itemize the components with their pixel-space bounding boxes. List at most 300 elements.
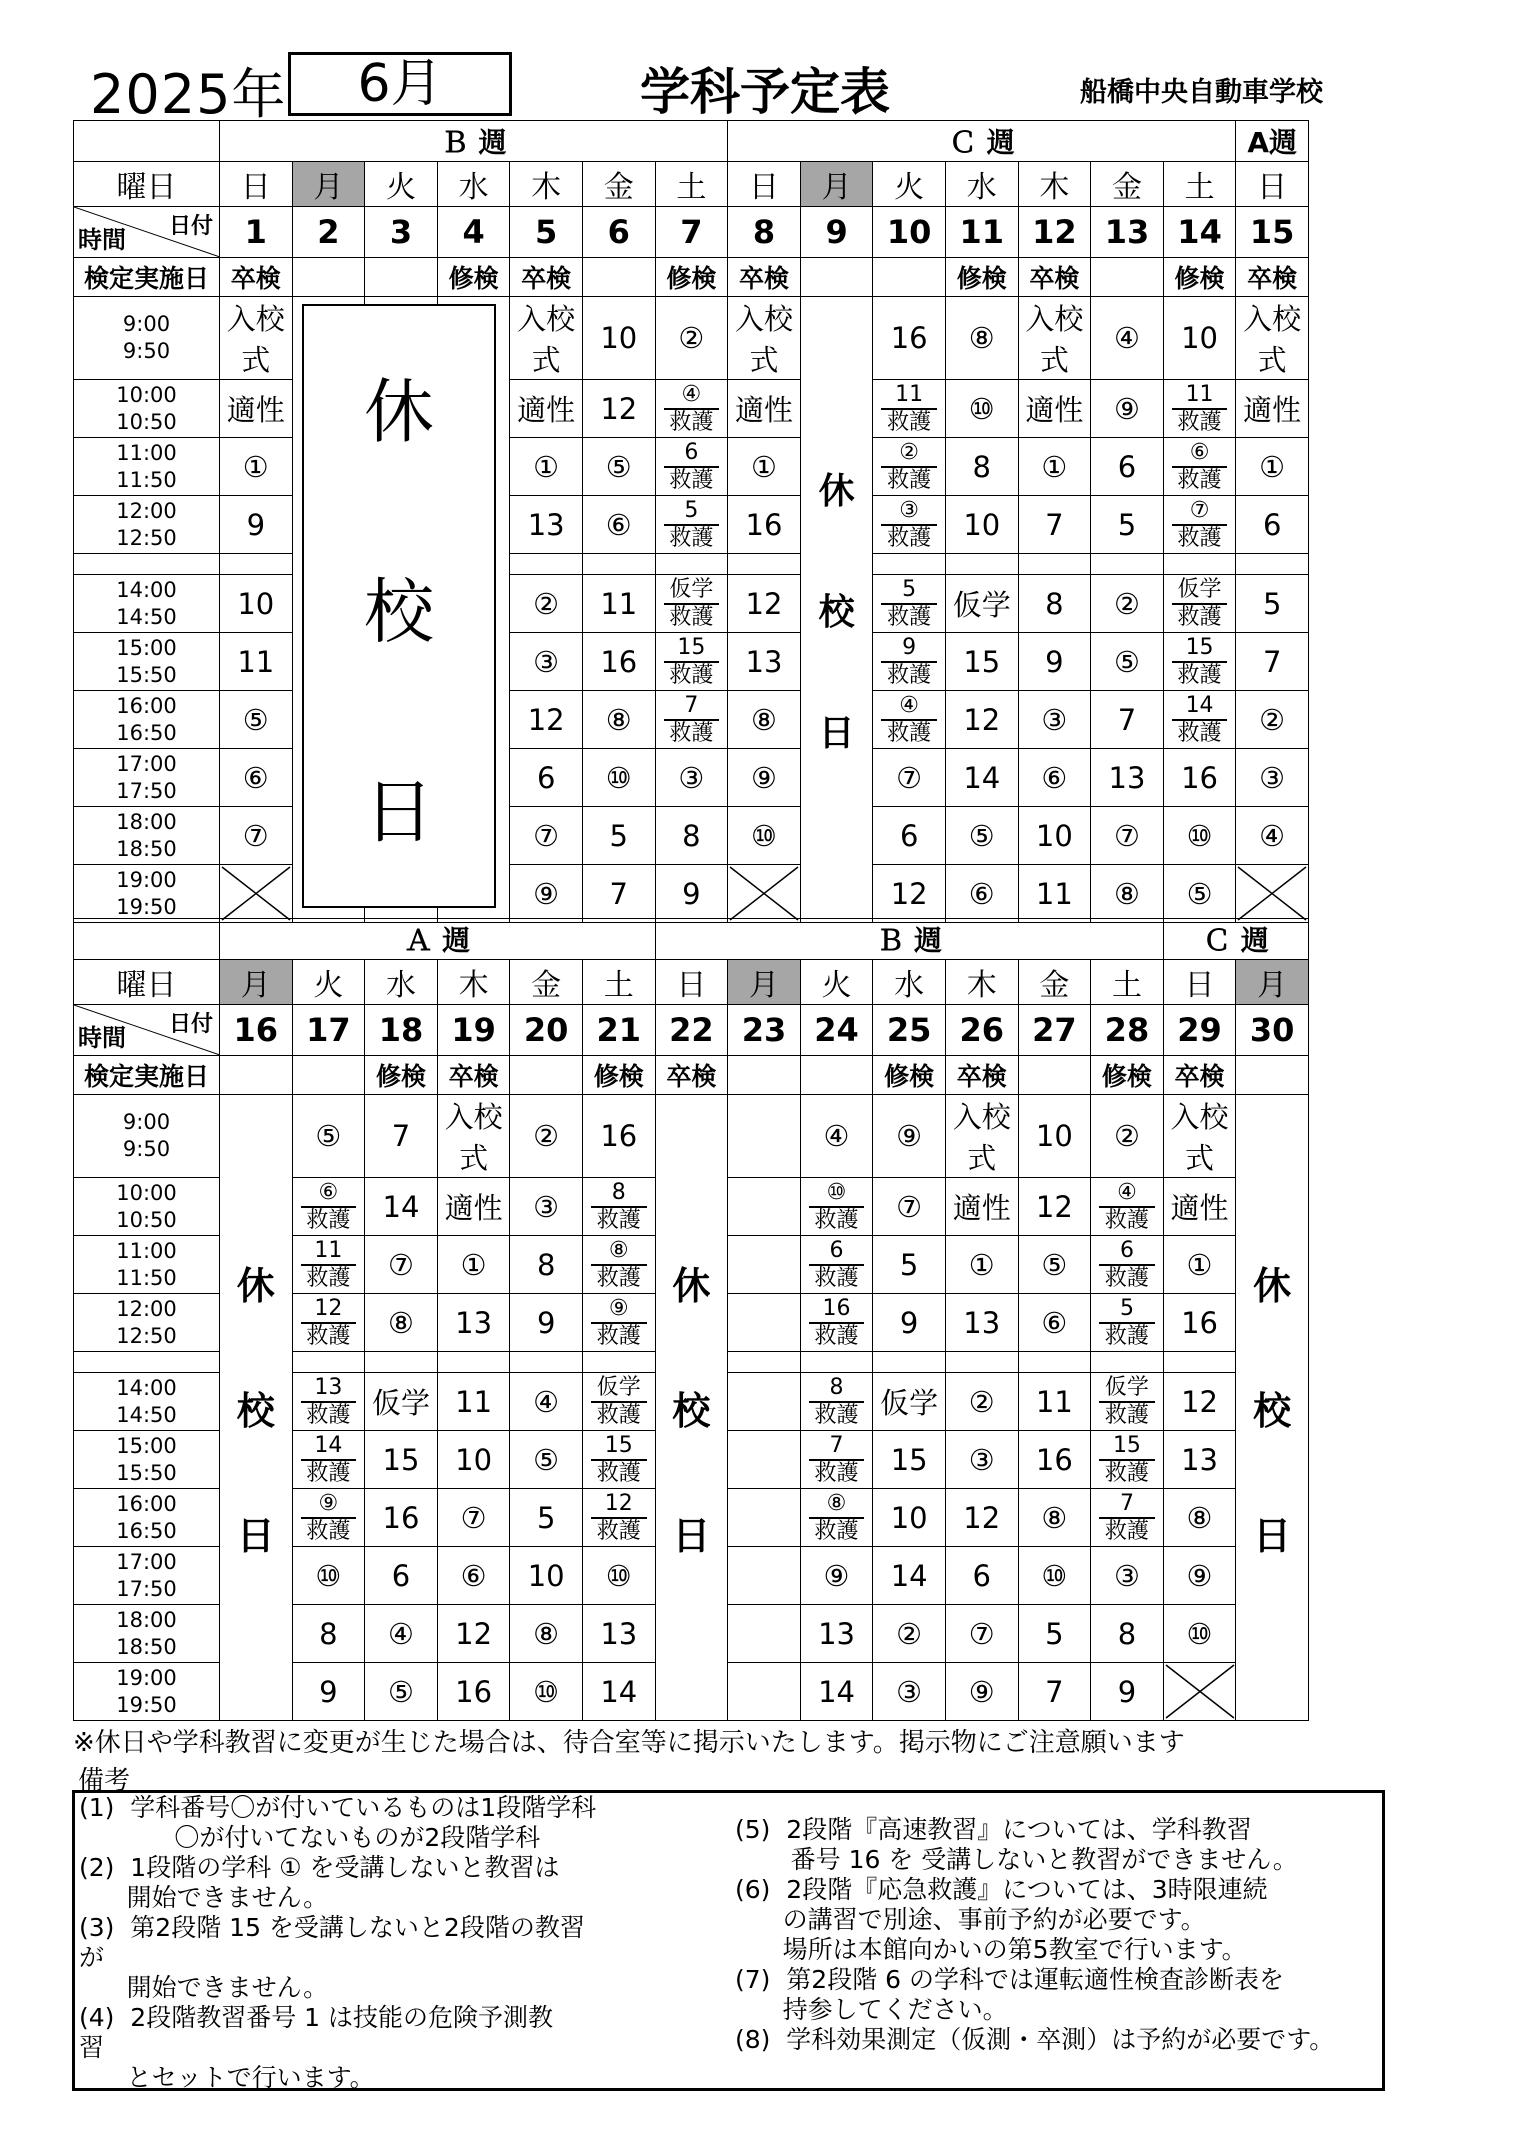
class-slot: ① [1018,438,1091,496]
class-slot [1163,380,1236,438]
no-class-cell [220,865,293,923]
class-slot: 12 [1163,1373,1236,1431]
class-slot [728,1178,801,1236]
class-slot: 9 [1091,1663,1164,1721]
date-number: 18 [365,1005,438,1056]
class-slot: ⑥ [945,865,1018,923]
class-slot [800,1236,873,1294]
no-class-cell [728,865,801,923]
date-number: 11 [945,207,1018,258]
class-slot [873,380,946,438]
date-number: 24 [800,1005,873,1056]
corner-time-label: 時間 [78,1024,126,1052]
first-aid-label: 救護 [669,467,714,493]
kentei-cell: 卒検 [437,1056,510,1095]
class-slot: 適性 [510,380,583,438]
day-of-week: 日 [1236,162,1309,207]
first-aid-label: 救護 [596,1402,641,1428]
class-slot: ② [873,1605,946,1663]
class-number: 16 [809,1296,865,1324]
class-slot: 7 [365,1095,438,1178]
class-slot: ⑧ [1018,1489,1091,1547]
time-end: 17:50 [116,1576,177,1601]
remark-line: 番号 16 を 受講しないと教習ができません。 [735,1845,1298,1874]
time-start: 16:00 [116,1491,177,1516]
time-slot [74,1431,220,1489]
class-with-aid [583,1238,655,1292]
class-slot: 10 [582,297,655,380]
lunch-gap [1236,554,1309,575]
class-number: 仮学 [1172,577,1228,605]
class-slot: 16 [728,496,801,554]
time-slot [74,297,220,380]
kentei-cell: 修検 [945,258,1018,297]
first-aid-label: 救護 [1177,604,1222,630]
class-slot: 16 [1163,1294,1236,1352]
class-slot: 8 [1091,1605,1164,1663]
kentei-cell: 卒検 [1236,258,1309,297]
first-aid-label: 救護 [1104,1518,1149,1544]
corner-date-label: 日付 [168,1012,213,1037]
class-slot [800,1489,873,1547]
first-aid-label: 救護 [814,1518,859,1544]
lunch-gap [1163,1352,1236,1373]
class-slot [800,1178,873,1236]
class-number: 仮学 [1099,1375,1155,1403]
kentei-cell: 修検 [365,1056,438,1095]
class-slot: 11 [1018,865,1091,923]
week-blank [74,121,220,162]
date-number: 23 [728,1005,801,1056]
class-slot: ③ [655,749,728,807]
class-slot: 6 [1236,496,1309,554]
remark-line: (4) 2段階教習番号 1 は技能の危険予測教 [79,2003,554,2032]
class-number: 11 [301,1238,357,1266]
remark-line: の講習で別途、事前予約が必要です。 [735,1905,1206,1934]
notice-text: ※休日や学科教習に変更が生じた場合は、待合室等に掲示いたします。掲示物にご注意願います [73,1728,1185,1758]
class-slot: 16 [1163,749,1236,807]
day-of-week: 金 [1091,162,1164,207]
class-slot [728,1431,801,1489]
class-slot: 7 [1091,691,1164,749]
class-slot: ③ [1091,1547,1164,1605]
class-with-aid [293,1180,365,1234]
closure-char-1: 休 [364,370,434,453]
class-slot: 13 [510,496,583,554]
kentei-cell: 修検 [655,258,728,297]
time-start: 19:00 [116,1665,177,1690]
day-of-week: 月 [292,162,365,207]
class-slot: 適性 [728,380,801,438]
class-slot: 11 [582,575,655,633]
class-slot: 12 [945,691,1018,749]
class-slot: 13 [437,1294,510,1352]
first-aid-label: 救護 [596,1460,641,1486]
class-slot: 入校式 [1018,297,1091,380]
class-with-aid [1091,1296,1163,1350]
time-slot [74,438,220,496]
class-slot: ③ [873,1663,946,1721]
class-slot [1091,1431,1164,1489]
lunch-gap [728,1352,801,1373]
first-aid-label: 救護 [1104,1207,1149,1233]
class-slot: 適性 [945,1178,1018,1236]
kentei-cell [510,1056,583,1095]
class-slot [655,575,728,633]
time-end: 11:50 [116,467,177,492]
first-aid-label: 救護 [1104,1323,1149,1349]
class-slot: 6 [945,1547,1018,1605]
class-slot: 5 [1018,1605,1091,1663]
day-of-week: 月 [728,960,801,1005]
day-of-week: 火 [292,960,365,1005]
class-slot [800,1294,873,1352]
class-slot: ⑧ [728,691,801,749]
class-slot: 16 [582,1095,655,1178]
date-number: 1 [220,207,293,258]
class-slot: ③ [945,1431,1018,1489]
class-with-aid [656,693,728,747]
first-aid-label: 救護 [306,1518,351,1544]
corner-time-label: 時間 [78,226,126,254]
class-with-aid [583,1180,655,1234]
time-start: 16:00 [116,693,177,718]
class-slot: ② [510,575,583,633]
class-slot: 入校式 [220,297,293,380]
lunch-gap [1091,1352,1164,1373]
class-slot: 14 [582,1663,655,1721]
class-with-aid [293,1296,365,1350]
day-of-week: 日 [1163,960,1236,1005]
kentei-cell: 卒検 [728,258,801,297]
class-slot: 12 [437,1605,510,1663]
class-number: 7 [664,693,720,721]
kentei-cell: 卒検 [1018,258,1091,297]
first-aid-label: 救護 [596,1323,641,1349]
date-number: 15 [1236,207,1309,258]
class-slot: 13 [1163,1431,1236,1489]
date-number: 3 [365,207,438,258]
class-slot [655,633,728,691]
class-slot: ③ [510,633,583,691]
kentei-cell: 修検 [873,1056,946,1095]
class-slot: 9 [873,1294,946,1352]
class-slot: 13 [728,633,801,691]
time-slot [74,1489,220,1547]
lunch-gap [74,554,220,575]
class-slot: 8 [945,438,1018,496]
class-slot: 16 [1018,1431,1091,1489]
time-end: 11:50 [116,1265,177,1290]
first-aid-label: 救護 [1177,467,1222,493]
time-slot [74,807,220,865]
class-with-aid [656,498,728,552]
lunch-gap [510,554,583,575]
class-number: 6 [809,1238,865,1266]
first-aid-label: 救護 [1104,1402,1149,1428]
week-label: Ｃ 週 [1163,919,1308,960]
time-end: 9:50 [122,1137,171,1161]
class-number: 11 [1172,382,1228,410]
date-number: 28 [1091,1005,1164,1056]
kentei-cell [1236,1056,1309,1095]
day-of-week: 木 [510,162,583,207]
day-of-week: 土 [655,162,728,207]
remark-line: 開始できません。 [79,1973,329,2002]
class-number: 13 [301,1375,357,1403]
class-slot: ① [1163,1236,1236,1294]
class-slot: ⑥ [437,1547,510,1605]
closed-char: 校 [818,592,855,633]
class-slot: 7 [582,865,655,923]
date-number: 8 [728,207,801,258]
kentei-cell: 修検 [1091,1056,1164,1095]
class-number: 12 [591,1491,647,1519]
class-slot [582,1178,655,1236]
first-aid-label: 救護 [887,662,932,688]
class-slot: 入校式 [1236,297,1309,380]
day-of-week: 土 [1091,960,1164,1005]
time-end: 17:50 [116,778,177,803]
class-slot [728,1663,801,1721]
class-number: 8 [591,1180,647,1208]
first-aid-label: 救護 [814,1265,859,1291]
class-slot: ⑩ [1163,1605,1236,1663]
class-slot [873,633,946,691]
class-number: 11 [881,382,937,410]
dow-label: 曜日 [74,960,220,1005]
class-slot: ① [1236,438,1309,496]
kentei-cell: 卒検 [510,258,583,297]
class-number: 6 [664,440,720,468]
class-slot: 5 [1236,575,1309,633]
class-with-aid [873,635,945,689]
class-number: ③ [881,498,937,526]
day-of-week: 水 [873,960,946,1005]
class-number: ② [881,440,937,468]
class-number: ⑥ [301,1180,357,1208]
class-slot [292,1431,365,1489]
class-slot [1091,1489,1164,1547]
class-slot [728,1373,801,1431]
class-with-aid [583,1375,655,1429]
time-start: 9:00 [122,312,171,336]
first-aid-label: 救護 [1104,1460,1149,1486]
no-class-cell [1236,865,1309,923]
schedule-table-bottom [73,918,1309,1721]
class-slot: ① [728,438,801,496]
day-of-week: 木 [1018,162,1091,207]
class-with-aid [1091,1180,1163,1234]
lunch-gap [1091,554,1164,575]
class-slot: ② [510,1095,583,1178]
class-slot [292,1294,365,1352]
time-start: 17:00 [116,1549,177,1574]
class-slot: ⑥ [220,749,293,807]
class-slot: 7 [1018,1663,1091,1721]
class-with-aid [1164,693,1236,747]
day-of-week: 土 [1163,162,1236,207]
day-of-week: 木 [945,960,1018,1005]
time-end: 15:50 [116,662,177,687]
class-slot: 15 [945,633,1018,691]
closed-day-cell [655,1095,728,1721]
class-slot: 6 [365,1547,438,1605]
class-slot: 10 [220,575,293,633]
schedule-table-top [73,120,1309,923]
class-with-aid [656,382,728,436]
class-number: ⑦ [1172,498,1228,526]
class-slot: ⑨ [1163,1547,1236,1605]
class-slot: 仮学 [365,1373,438,1431]
time-start: 12:00 [116,1296,177,1321]
class-slot: ② [1091,575,1164,633]
class-number: 仮学 [664,577,720,605]
class-slot: 入校式 [510,297,583,380]
class-slot: 9 [220,496,293,554]
week-label: Ａ 週 [220,919,656,960]
dow-label: 曜日 [74,162,220,207]
class-slot [728,1095,801,1178]
week-label: A週 [1236,121,1309,162]
class-slot: ⑧ [1163,1489,1236,1547]
class-with-aid [801,1296,873,1350]
time-slot [74,1373,220,1431]
kentei-cell [800,1056,873,1095]
remark-line: 〇が付いてないものが2段階学科 [79,1823,541,1852]
class-slot: 14 [365,1178,438,1236]
date-number: 27 [1018,1005,1091,1056]
class-slot: ③ [510,1178,583,1236]
time-slot [74,1605,220,1663]
class-with-aid [1091,1238,1163,1292]
lunch-gap [873,1352,946,1373]
first-aid-label: 救護 [669,720,714,746]
class-slot: ⑤ [582,438,655,496]
class-slot: ③ [1018,691,1091,749]
class-number: 5 [1099,1296,1155,1324]
closure-char-2: 校 [364,570,434,653]
class-slot: 15 [365,1431,438,1489]
class-slot: ⑦ [437,1489,510,1547]
kentei-label: 検定実施日 [74,1056,220,1095]
time-slot [74,380,220,438]
class-with-aid [1091,1433,1163,1487]
class-slot [873,496,946,554]
closed-day-cell [1236,1095,1309,1721]
class-number: ⑨ [591,1296,647,1324]
class-number: ⑥ [1172,440,1228,468]
closed-char: 校 [672,1389,711,1433]
day-of-week: 日 [655,960,728,1005]
date-number: 25 [873,1005,946,1056]
time-end: 18:50 [116,836,177,861]
first-aid-label: 救護 [887,720,932,746]
class-slot: ⑤ [510,1431,583,1489]
remark-line: (5) 2段階『高速教習』については、学科教習 [735,1815,1252,1844]
class-slot [873,575,946,633]
closed-char: 日 [672,1514,711,1558]
date-number: 19 [437,1005,510,1056]
class-slot: ⑧ [582,691,655,749]
class-slot: 入校式 [1163,1095,1236,1178]
remark-line: 場所は本館向かいの第5教室で行います。 [735,1935,1247,1964]
class-with-aid [873,498,945,552]
lunch-gap [510,1352,583,1373]
kentei-cell [582,258,655,297]
kentei-cell: 修検 [437,258,510,297]
remarks-box [72,1790,1385,2091]
time-end: 10:50 [116,409,177,434]
class-slot: 7 [1018,496,1091,554]
class-slot: ⑥ [582,496,655,554]
time-start: 10:00 [116,382,177,407]
class-slot: ⑩ [728,807,801,865]
closed-char: 休 [818,471,855,512]
class-slot: 14 [800,1663,873,1721]
class-slot: 16 [873,297,946,380]
class-slot [728,1294,801,1352]
class-slot: 8 [1018,575,1091,633]
class-slot: ⑨ [800,1547,873,1605]
class-with-aid [293,1433,365,1487]
first-aid-label: 救護 [887,409,932,435]
date-time-corner [74,207,220,258]
remarks-right [735,1815,1375,2055]
date-number: 22 [655,1005,728,1056]
first-aid-label: 救護 [814,1207,859,1233]
class-number: 15 [1099,1433,1155,1461]
lunch-gap [582,554,655,575]
kentei-cell [292,1056,365,1095]
no-class-cell [1163,1663,1236,1721]
time-end: 16:50 [116,1518,177,1543]
class-slot [582,1489,655,1547]
class-number: 6 [1099,1238,1155,1266]
date-number: 26 [945,1005,1018,1056]
date-number: 14 [1163,207,1236,258]
class-slot: 13 [800,1605,873,1663]
class-slot: ⑤ [220,691,293,749]
date-number: 16 [220,1005,293,1056]
day-of-week: 火 [365,162,438,207]
remark-line: (6) 2段階『応急救護』については、3時限連続 [735,1875,1268,1904]
class-slot: ① [437,1236,510,1294]
date-number: 21 [582,1005,655,1056]
first-aid-label: 救護 [596,1207,641,1233]
time-end: 12:50 [116,525,177,550]
class-slot [655,438,728,496]
first-aid-label: 救護 [1177,409,1222,435]
class-slot: 10 [510,1547,583,1605]
class-slot [655,496,728,554]
class-slot: ④ [1236,807,1309,865]
class-number: 5 [881,577,937,605]
class-slot [728,1236,801,1294]
class-number: 14 [1172,693,1228,721]
class-slot [873,691,946,749]
time-start: 17:00 [116,751,177,776]
time-end: 19:50 [116,1692,177,1717]
time-start: 19:00 [116,867,177,892]
class-number: ④ [1099,1180,1155,1208]
class-with-aid [293,1375,365,1429]
class-slot: 5 [582,807,655,865]
week-label: Ｂ 週 [220,121,728,162]
first-aid-label: 救護 [1177,662,1222,688]
class-slot: ⑧ [1091,865,1164,923]
class-slot: 12 [1018,1178,1091,1236]
